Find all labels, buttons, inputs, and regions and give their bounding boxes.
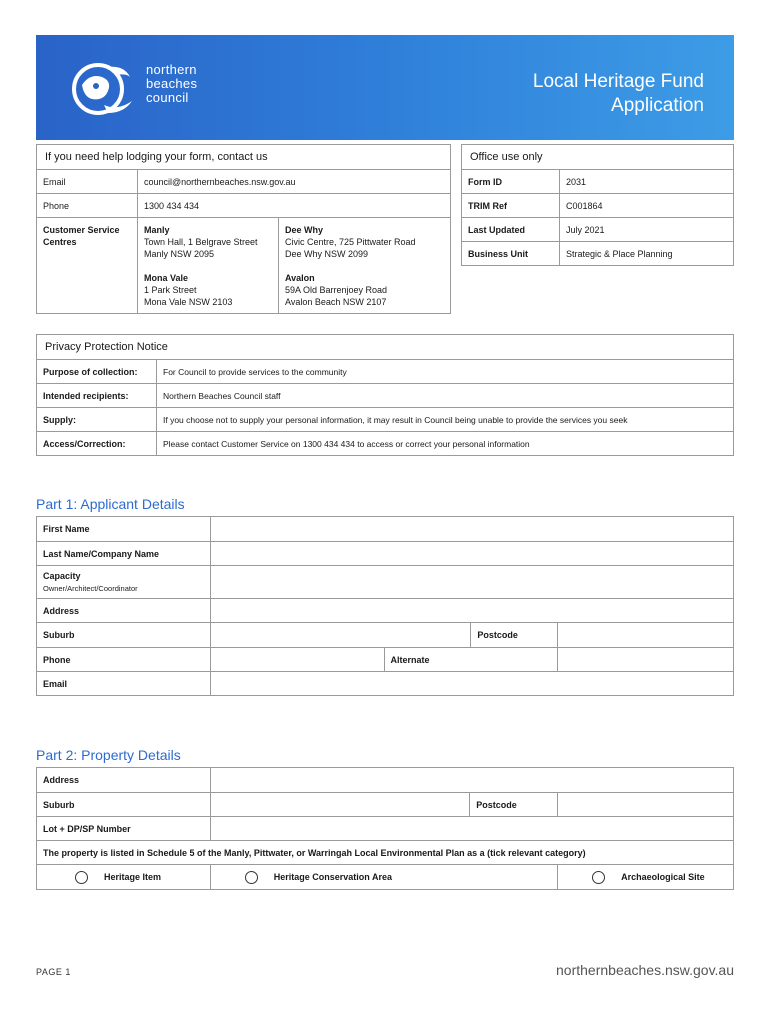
contact-heading: If you need help lodging your form, contact us [37,145,451,170]
last-name-field[interactable] [210,542,733,566]
email-value: council@northernbeaches.nsw.gov.au [138,170,451,194]
email-field[interactable] [210,672,733,696]
property-postcode-label: Postcode [470,793,558,817]
first-name-label: First Name [37,517,211,542]
access-label: Access/Correction: [37,432,157,456]
page-number: PAGE 1 [36,967,71,977]
property-details-table [36,767,734,890]
business-unit-value: Strategic & Place Planning [560,242,734,266]
council-name: northern beaches council [146,62,198,105]
header-banner [36,35,734,140]
option-conservation-area[interactable]: Heritage Conservation Area [210,865,557,890]
phone-label: Phone [37,648,211,672]
option-heritage-item[interactable]: Heritage Item [37,865,211,890]
email-label: Email [37,170,138,194]
property-address-field[interactable] [210,768,733,793]
office-use-table [461,144,734,266]
trim-ref-value: C001864 [560,194,734,218]
property-postcode-field[interactable] [558,793,734,817]
phone-value: 1300 434 434 [138,194,451,218]
capacity-label: Capacity Owner/Architect/Coordinator [37,566,211,599]
radio-circle-icon[interactable] [592,871,605,884]
alternate-label: Alternate [384,648,558,672]
lot-field[interactable] [210,817,733,841]
applicant-details-table [36,516,734,696]
suburb-label: Suburb [37,623,211,648]
last-updated-label: Last Updated [462,218,560,242]
part1-title: Part 1: Applicant Details [36,496,185,512]
property-suburb-field[interactable] [210,793,469,817]
council-logo-icon [68,55,136,121]
recipients-label: Intended recipients: [37,384,157,408]
access-value: Please contact Customer Service on 1300 434 434 to access or correct your personal information [157,432,734,456]
radio-circle-icon[interactable] [75,871,88,884]
postcode-label: Postcode [471,623,558,648]
recipients-value: Northern Beaches Council staff [157,384,734,408]
radio-circle-icon[interactable] [245,871,258,884]
trim-ref-label: TRIM Ref [462,194,560,218]
business-unit-label: Business Unit [462,242,560,266]
first-name-field[interactable] [210,517,733,542]
contact-table [36,144,451,314]
alternate-field[interactable] [558,648,734,672]
form-title: Local Heritage Fund Application [532,71,704,116]
part2-title: Part 2: Property Details [36,747,181,763]
form-id-value: 2031 [560,170,734,194]
phone-field[interactable] [210,648,384,672]
option-archaeological-site[interactable]: Archaeological Site [558,865,734,890]
office-heading: Office use only [462,145,734,170]
property-suburb-label: Suburb [37,793,211,817]
postcode-field[interactable] [558,623,734,648]
phone-label: Phone [37,194,138,218]
privacy-heading: Privacy Protection Notice [37,335,734,360]
address-label: Address [37,599,211,623]
last-updated-value: July 2021 [560,218,734,242]
form-id-label: Form ID [462,170,560,194]
lot-label: Lot + DP/SP Number [37,817,211,841]
supply-value: If you choose not to supply your personal information, it may result in Council being unable to provide the services you seek [157,408,734,432]
centres-left: Manly Town Hall, 1 Belgrave Street Manly NSW 2095 Mona Vale 1 Park Street Mona Vale NSW 2103 [138,218,279,314]
supply-label: Supply: [37,408,157,432]
purpose-value: For Council to provide services to the community [157,360,734,384]
centres-right: Dee Why Civic Centre, 725 Pittwater Road Dee Why NSW 2099 Avalon 59A Old Barrenjoey Road Avalon Beach NSW 2107 [279,218,451,314]
footer-url[interactable]: northernbeaches.nsw.gov.au [556,962,734,978]
last-name-label: Last Name/Company Name [37,542,211,566]
privacy-table [36,334,734,456]
email-label: Email [37,672,211,696]
suburb-field[interactable] [210,623,471,648]
address-field[interactable] [210,599,733,623]
csc-label: Customer Service Centres [37,218,138,314]
listed-category-label: The property is listed in Schedule 5 of the Manly, Pittwater, or Warringah Local Environmental Plan as a (tick relevant category) [37,841,734,865]
property-address-label: Address [37,768,211,793]
purpose-label: Purpose of collection: [37,360,157,384]
capacity-field[interactable] [210,566,733,599]
